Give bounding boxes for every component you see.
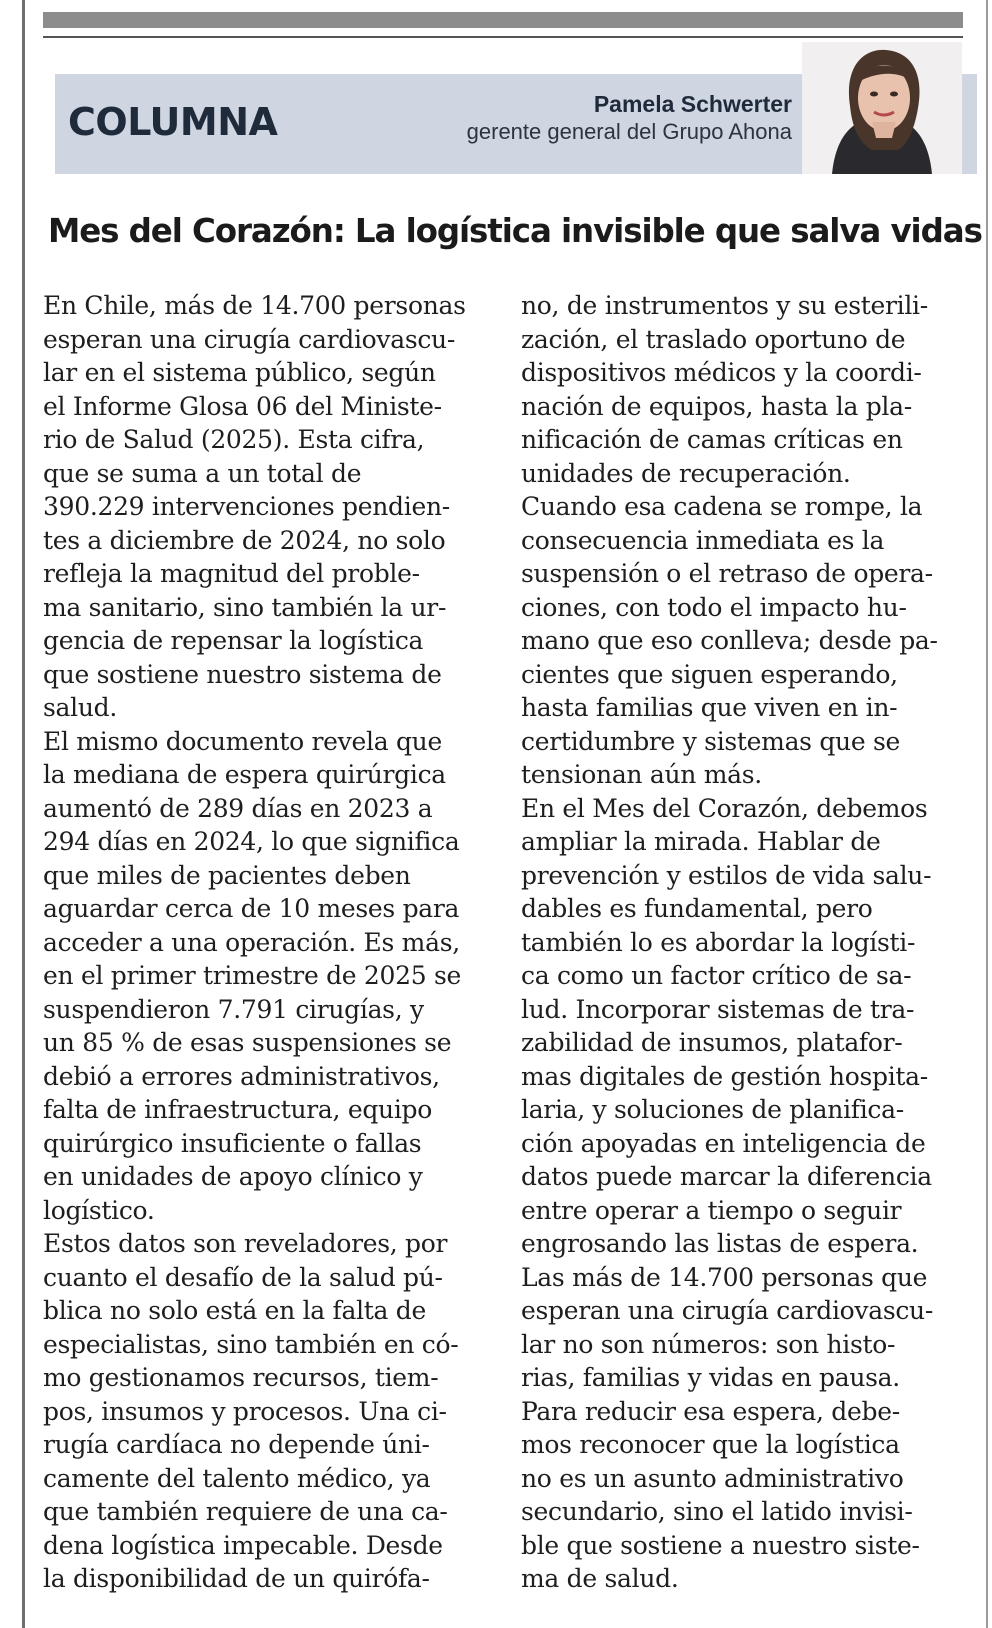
article-text-line: datos puede marcar la diferencia <box>521 1162 932 1191</box>
article-text-line: logístico. <box>43 1195 155 1225</box>
article-text-line: engrosando las listas de espera. <box>521 1229 919 1258</box>
article-text-line: rugía cardíaca no depende úni- <box>43 1430 430 1459</box>
article-text-line: Las más de 14.700 personas que <box>521 1262 928 1292</box>
article-text-line: lar no son números: son histo- <box>521 1329 896 1359</box>
article-text-line: nificación de camas críticas en <box>521 425 903 454</box>
article-text-line: dispositivos médicos y la coordi- <box>521 358 922 387</box>
article-text-line: que sostiene nuestro sistema de <box>43 659 442 689</box>
author-portrait-icon <box>802 42 962 174</box>
author-name: Pamela Schwerter <box>593 91 792 117</box>
article-text-line: un 85 % de esas suspensiones se <box>43 1028 452 1057</box>
article-text-line: tes a diciembre de 2024, no solo <box>43 525 446 555</box>
article-text-line: en unidades de apoyo clínico y <box>43 1162 423 1191</box>
article-text-line: certidumbre y sistemas que se <box>521 726 901 756</box>
article-text-line: ciones, con todo el impacto hu- <box>521 592 907 622</box>
article-text-line: mo gestionamos recursos, tiem- <box>43 1363 439 1392</box>
article-text-line: entre operar a tiempo o seguir <box>521 1195 902 1225</box>
article-text-line: nación de equipos, hasta la pla- <box>521 391 912 421</box>
article-text-line: en el primer trimestre de 2025 se <box>43 961 462 990</box>
article-text-line: ma sanitario, sino también la ur- <box>43 592 447 622</box>
author-photo <box>802 42 962 174</box>
article-text-line: dables es fundamental, pero <box>521 894 873 923</box>
article-text-line: secundario, sino el latido invisi- <box>521 1497 913 1526</box>
article-text-line: que también requiere de una ca- <box>43 1497 448 1526</box>
article-text-line: cuanto el desafío de la salud pú- <box>43 1262 443 1292</box>
article-text-line: también lo es abordar la logísti- <box>521 927 916 957</box>
article-text-line: camente del talento médico, ya <box>43 1463 431 1493</box>
article-text-line: laria, y soluciones de planifica- <box>521 1095 904 1124</box>
article-text-line: mas digitales de gestión hospita- <box>521 1061 928 1091</box>
author-role: gerente general del Grupo Ahona <box>466 119 792 144</box>
article-headline: Mes del Corazón: La logística invisible que salva vidas <box>48 212 982 250</box>
article-text-line: suspensión o el retraso de opera- <box>521 559 933 588</box>
article-text-line: esperan una cirugía cardiovascu- <box>521 1296 933 1325</box>
article-text-line: no, de instrumentos y su esterili- <box>521 291 928 320</box>
article-column-left <box>43 289 488 1596</box>
article-text-line: unidades de recuperación. <box>521 458 851 488</box>
article-text-line: especialistas, sino también en có- <box>43 1329 459 1359</box>
article-text-line: Estos datos son reveladores, por <box>43 1229 448 1258</box>
top-gray-bar <box>43 12 963 28</box>
article-text-line: pos, insumos y procesos. Una ci- <box>43 1396 447 1426</box>
article-text-line: falta de infraestructura, equipo <box>43 1095 432 1124</box>
article-text-line: 390.229 intervenciones pendien- <box>43 492 450 521</box>
article-text-line: En Chile, más de 14.700 personas <box>43 291 466 320</box>
article-text-line: salud. <box>43 693 117 722</box>
article-text-line: tensionan aún más. <box>521 760 762 789</box>
article-text-line: aguardar cerca de 10 meses para <box>43 894 460 923</box>
article-text-line: blica no solo está en la falta de <box>43 1296 426 1325</box>
section-label: COLUMNA <box>68 100 278 144</box>
article-text-line: que se suma a un total de <box>43 458 362 488</box>
article-text-line: consecuencia inmediata es la <box>521 525 885 555</box>
article-text-line: el Informe Glosa 06 del Ministe- <box>43 391 442 421</box>
article-text-line: Para reducir esa espera, debe- <box>521 1396 900 1426</box>
article-text-line: esperan una cirugía cardiovascu- <box>43 324 455 354</box>
article-text-line: mano que eso conlleva; desde pa- <box>521 626 938 655</box>
article-text-line: zabilidad de insumos, platafor- <box>521 1028 903 1057</box>
article-text-line: ampliar la mirada. Hablar de <box>521 827 881 856</box>
article-text-line: zación, el traslado oportuno de <box>521 324 906 354</box>
article-text-line: rio de Salud (2025). Esta cifra, <box>43 425 425 454</box>
article-text-line: refleja la magnitud del proble- <box>43 559 420 588</box>
article-text-line: ma de salud. <box>521 1564 679 1593</box>
page-right-rule <box>986 0 988 1628</box>
top-divider <box>43 36 963 38</box>
article-text-line: prevención y estilos de vida salu- <box>521 860 932 890</box>
article-text-line: lud. Incorporar sistemas de tra- <box>521 994 915 1024</box>
article-text-line: En el Mes del Corazón, debemos <box>521 793 928 823</box>
article-text-line: lar en el sistema público, según <box>43 358 436 387</box>
article-text-line: suspendieron 7.791 cirugías, y <box>43 994 424 1024</box>
article-text-line: ble que sostiene a nuestro siste- <box>521 1530 920 1560</box>
page-left-rule <box>22 0 25 1628</box>
article-text-line: 294 días en 2024, lo que significa <box>43 827 460 856</box>
article-text-line: El mismo documento revela que <box>43 726 442 756</box>
article-text-line: aumentó de 289 días en 2023 a <box>43 793 433 823</box>
article-text-line: rias, familias y vidas en pausa. <box>521 1363 900 1392</box>
article-text-line: acceder a una operación. Es más, <box>43 927 460 957</box>
article-text-line: la disponibilidad de un quirófa- <box>43 1564 430 1593</box>
article-text-line: quirúrgico insuficiente o fallas <box>43 1128 422 1158</box>
article-text-line: ca como un factor crítico de sa- <box>521 961 912 990</box>
article-text-line: gencia de repensar la logística <box>43 626 424 655</box>
article-text-line: la mediana de espera quirúrgica <box>43 760 446 789</box>
article-text-line: ción apoyadas en inteligencia de <box>521 1128 926 1158</box>
article-text-line: hasta familias que viven en in- <box>521 693 898 722</box>
article-text-line: no es un asunto administrativo <box>521 1463 904 1493</box>
article-text-line: debió a errores administrativos, <box>43 1061 440 1091</box>
article-text-line: cientes que siguen esperando, <box>521 659 898 689</box>
article-text-line: que miles de pacientes deben <box>43 860 411 890</box>
author-block <box>467 90 792 145</box>
article-text-line: mos reconocer que la logística <box>521 1430 900 1459</box>
article-text-line: dena logística impecable. Desde <box>43 1530 443 1560</box>
article-text-line: Cuando esa cadena se rompe, la <box>521 492 923 521</box>
article-column-right <box>521 289 966 1596</box>
